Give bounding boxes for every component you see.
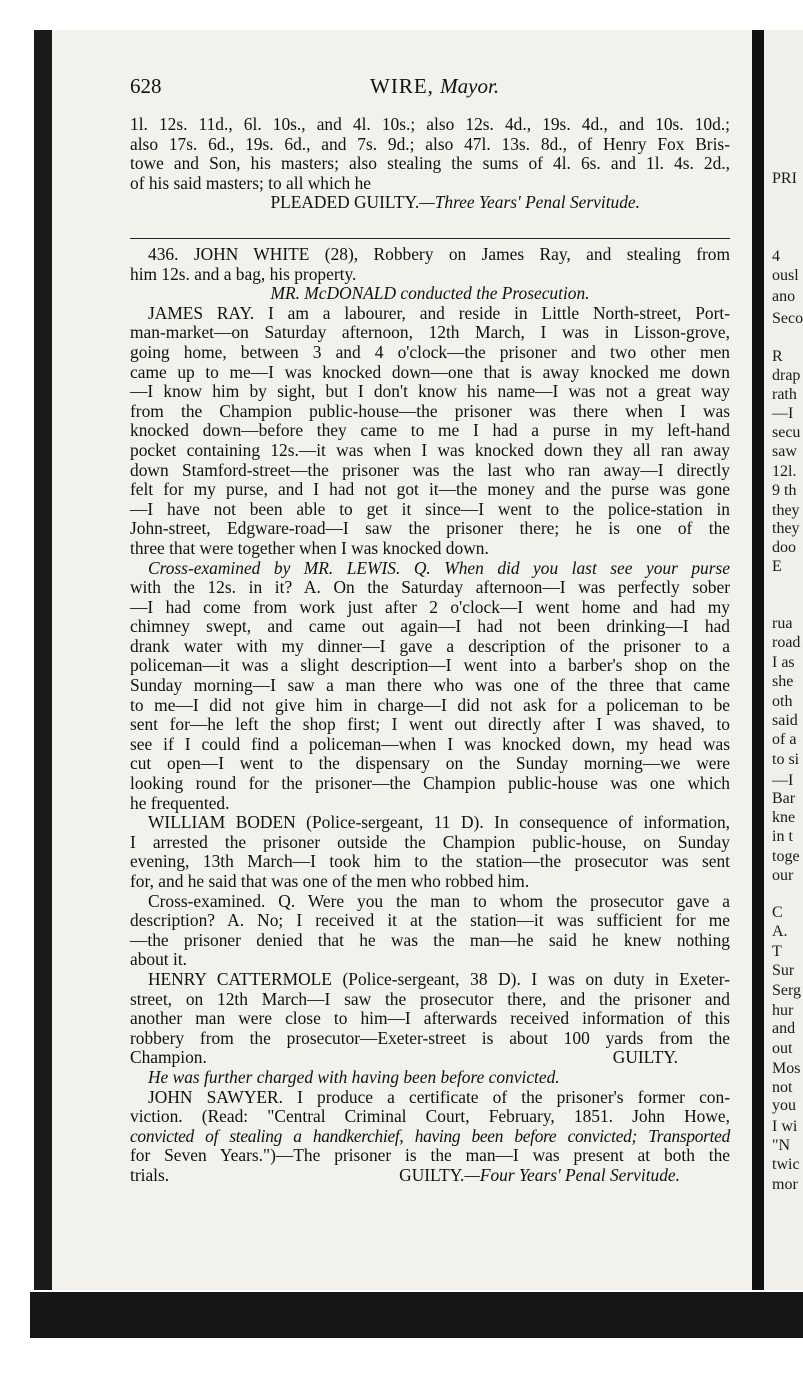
previous-verdict	[130, 193, 730, 213]
text-line: description? A. No; I received it at the station—it was sufficient for me	[130, 910, 730, 931]
adjacent-page-fragment: said	[772, 712, 798, 729]
adjacent-page-fragment: hur	[772, 1002, 794, 1019]
adjacent-page-fragment: R	[772, 348, 783, 365]
adjacent-page-fragment: out	[772, 1040, 793, 1057]
adjacent-page-fragment: they	[772, 502, 800, 519]
verdict-sentence: —Three Years' Penal Servitude.	[419, 192, 640, 213]
final-verdict-sentence: —Four Years' Penal Servitude.	[464, 1164, 680, 1185]
text-line: evening, 13th March—I took him to the station—the prosecutor was sent	[130, 851, 730, 872]
case-heading-cont	[130, 265, 730, 285]
text-line: knocked down—before they came to me I had a purse in my left-hand	[130, 420, 730, 441]
adjacent-page-fragment: 9 th	[772, 482, 797, 499]
adjacent-page-fragment: not	[772, 1079, 793, 1096]
adjacent-page-fragment: —I	[772, 772, 794, 789]
adjacent-page-fragment: Bar	[772, 790, 796, 807]
adjacent-page-fragment: Sur	[772, 962, 795, 979]
text-line: —I know him by sight, but I don't know his name—I was not a great way	[130, 381, 730, 402]
text-line: robbery from the prosecutor—Exeter-street is about 100 yards from the	[130, 1027, 730, 1048]
adjacent-page-fragment: drap	[772, 367, 801, 384]
final-verdict-label: GUILTY.	[399, 1164, 465, 1185]
page-gutter	[752, 30, 764, 1290]
adjacent-page-fragment: kne	[772, 809, 796, 826]
case-heading	[130, 245, 730, 265]
page-number: 628	[130, 74, 162, 98]
text-line: HENRY CATTERMOLE (Police-sergeant, 38 D). I was on duty in Exeter-	[148, 968, 730, 989]
text-line: I arrested the prisoner outside the Champion public-house, on Sunday	[130, 831, 730, 852]
text-line: viction. (Read: "Central Criminal Court, February, 1851. John Howe,	[130, 1106, 730, 1127]
scan-bottom-shadow	[30, 1292, 803, 1338]
further-charge: He was further charged with having been before convicted.	[148, 1066, 560, 1087]
adjacent-page-fragment: 12l.	[772, 463, 797, 480]
final-verdict-row	[130, 1166, 730, 1186]
adjacent-page-fragment: Mos	[772, 1060, 801, 1077]
text-line: about it.	[130, 949, 187, 970]
text-line: chimney swept, and came out again—I had not been drinking—I had	[130, 616, 730, 637]
text-line: JAMES RAY. I am a labourer, and reside in Little North-street, Port-	[148, 302, 730, 323]
text-line: drank water with my dinner—I gave a description of the prisoner to a	[130, 635, 730, 656]
adjacent-page-fragment: she	[772, 673, 794, 690]
adjacent-page-fragment: rua	[772, 615, 793, 632]
adjacent-page-fragment: toge	[772, 848, 800, 865]
adjacent-page-fragment: Seco	[772, 310, 803, 327]
case-separator-rule	[130, 238, 730, 239]
text-line: Cross-examined. Q. Were you the man to whom the prosecutor gave a	[148, 890, 730, 911]
verdict-label: PLEADED GUILTY.	[270, 192, 420, 213]
adjacent-page-fragment: T	[772, 943, 782, 960]
running-title	[370, 74, 499, 99]
book-spine-shadow	[34, 30, 52, 1290]
cross-examination-boden	[130, 892, 730, 970]
adjacent-page-fragment: doo	[772, 539, 796, 556]
text-line: man-market—on Saturday afternoon, 12th March, I was in Lisson-grove,	[130, 322, 730, 343]
text-line: from the Champion public-house—the prisoner was there when I was	[130, 400, 730, 421]
text-line: came up to me—I was knocked down—one that is away knocked me down	[130, 361, 730, 382]
prosecution-line: MR. McDONALD conducted the Prosecution.	[270, 283, 590, 304]
adjacent-page-fragment: of a	[772, 731, 797, 748]
adjacent-page-fragment: "N	[772, 1137, 791, 1154]
adjacent-page-fragment: our	[772, 867, 794, 884]
text-line: JOHN SAWYER. I produce a certificate of the prisoner's former con-	[148, 1086, 730, 1107]
text-line: to me—I did not give him in charge—I did not ask for a policeman to be	[130, 694, 730, 715]
adjacent-page-fragment: —I	[772, 405, 794, 422]
running-title-name: WIRE,	[370, 74, 434, 98]
text-line: for, and he said that was one of the men who robbed him.	[130, 871, 530, 891]
adjacent-page-fragment: twic	[772, 1156, 800, 1173]
text-line: policeman—it was a slight description—I went into a barber's shop on the	[130, 655, 730, 676]
testimony-henry-cattermole	[130, 970, 730, 1068]
text-line: with the 12s. in it? A. On the Saturday afternoon—I was perfectly sober	[130, 577, 730, 598]
adjacent-page-fragment: 4	[772, 248, 780, 265]
text-line: another man were close to him—I afterwards received information of this	[130, 1008, 730, 1029]
scan-margin	[0, 1338, 803, 1398]
text-line: cut open—I went to the dispensary on the Sunday morning—we were	[130, 753, 730, 774]
adjacent-page-fragment: ousl	[772, 267, 799, 284]
adjacent-page-fragment: C	[772, 904, 783, 921]
adjacent-page-fragment: they	[772, 520, 800, 537]
adjacent-page-fragment: I as	[772, 654, 795, 671]
text-line: trials.	[130, 1164, 170, 1185]
adjacent-page-fragment: ano	[772, 288, 796, 305]
text-line: felt for my purse, and I had not got it—the money and the purse was gone	[130, 479, 730, 500]
text-line: WILLIAM BODEN (Police-sergeant, 11 D). In consequence of information,	[148, 812, 730, 833]
adjacent-page-fragment: Serg	[772, 982, 802, 999]
text-line: he frequented.	[130, 792, 230, 813]
adjacent-page-fragment: mor	[772, 1176, 798, 1193]
case-436	[130, 245, 730, 1186]
previous-case-text	[130, 115, 730, 193]
text-line: three that were together when I was knocked down.	[130, 537, 489, 558]
text-line: looking round for the prisoner—the Champion public-house was one which	[130, 773, 730, 794]
adjacent-page-fragment: E	[772, 558, 782, 575]
adjacent-page-fragment: PRI	[772, 170, 797, 187]
adjacent-page-fragment: road	[772, 634, 801, 651]
previous-case	[130, 115, 730, 213]
text-line: down Stamford-street—the prisoner was the last who ran away—I directly	[130, 459, 730, 480]
text-line: John-street, Edgware-road—I saw the prisoner there; he is one of the	[130, 518, 730, 539]
adjacent-page-fragment: saw	[772, 443, 797, 460]
text-line: see if I could find a policeman—when I was knocked down, my head was	[130, 733, 730, 754]
guilty-verdict: GUILTY.	[612, 1047, 678, 1068]
verdict-row	[130, 1048, 730, 1068]
testimony-john-sawyer	[130, 1088, 730, 1186]
text-line: 1l. 12s. 11d., 6l. 10s., and 4l. 10s.; also 12s. 4d., 19s. 4d., and 10s. 10d.;	[130, 114, 730, 134]
text-line: —I have not been able to get it since—I went to the police-station in	[130, 498, 730, 519]
adjacent-page-fragment: and	[772, 1020, 796, 1037]
cross-examination-lewis	[130, 559, 730, 814]
adjacent-page-fragment: to si	[772, 751, 800, 768]
text-line: going home, between 3 and 4 o'clock—the prisoner and two other men	[130, 341, 730, 362]
adjacent-page-fragment: I wi	[772, 1118, 798, 1135]
adjacent-page-fragment: rath	[772, 386, 797, 403]
testimony-william-boden	[130, 813, 730, 891]
adjacent-page-fragment: A.	[772, 923, 788, 940]
text-line: towe and Son, his masters; also stealing the sums of 4l. 6s. and 1l. 4s. 2d.,	[130, 153, 730, 174]
adjacent-page-fragment: oth	[772, 693, 793, 710]
final-verdict	[399, 1166, 680, 1186]
text-line: pocket containing 12s.—it was when I was knocked down they all ran away	[130, 439, 730, 460]
testimony-james-ray	[130, 304, 730, 559]
adjacent-page	[764, 30, 803, 1290]
text-line: street, on 12th March—I saw the prosecutor there, and the prisoner and	[130, 988, 730, 1009]
text-line: convicted of stealing a handkerchief, having been before convicted; Transported	[130, 1125, 730, 1146]
text-line: —the prisoner denied that he was the man—he said he knew nothing	[130, 929, 730, 950]
adjacent-page-fragment: you	[772, 1097, 796, 1114]
text-line: 436. JOHN WHITE (28), Robbery on James Ray, and stealing from	[148, 244, 730, 264]
page-header	[130, 74, 730, 98]
text-line: Cross-examined by MR. LEWIS. Q. When did you last see your purse	[148, 557, 730, 578]
text-line: sent for—he left the shop first; I went out directly after I was shaved, to	[130, 714, 730, 735]
text-line: also 17s. 6d., 19s. 6d., and 7s. 9d.; also 47l. 13s. 8d., of Henry Fox Bris-	[130, 133, 730, 154]
text-line: of his said masters; to all which he	[130, 172, 372, 193]
text-line: him 12s. and a bag, his property.	[130, 263, 357, 284]
running-title-office: Mayor.	[440, 74, 500, 98]
adjacent-page-fragment: secu	[772, 424, 801, 441]
text-line: —I had come from work just after 2 o'clock—I went home and had my	[130, 596, 730, 617]
text-line: for Seven Years.")—The prisoner is the man—I was present at both the	[130, 1145, 730, 1166]
text-line: Sunday morning—I saw a man there who was one of the three that came	[130, 675, 730, 696]
text-line: Champion.	[130, 1047, 207, 1068]
adjacent-page-fragment: in t	[772, 828, 793, 845]
